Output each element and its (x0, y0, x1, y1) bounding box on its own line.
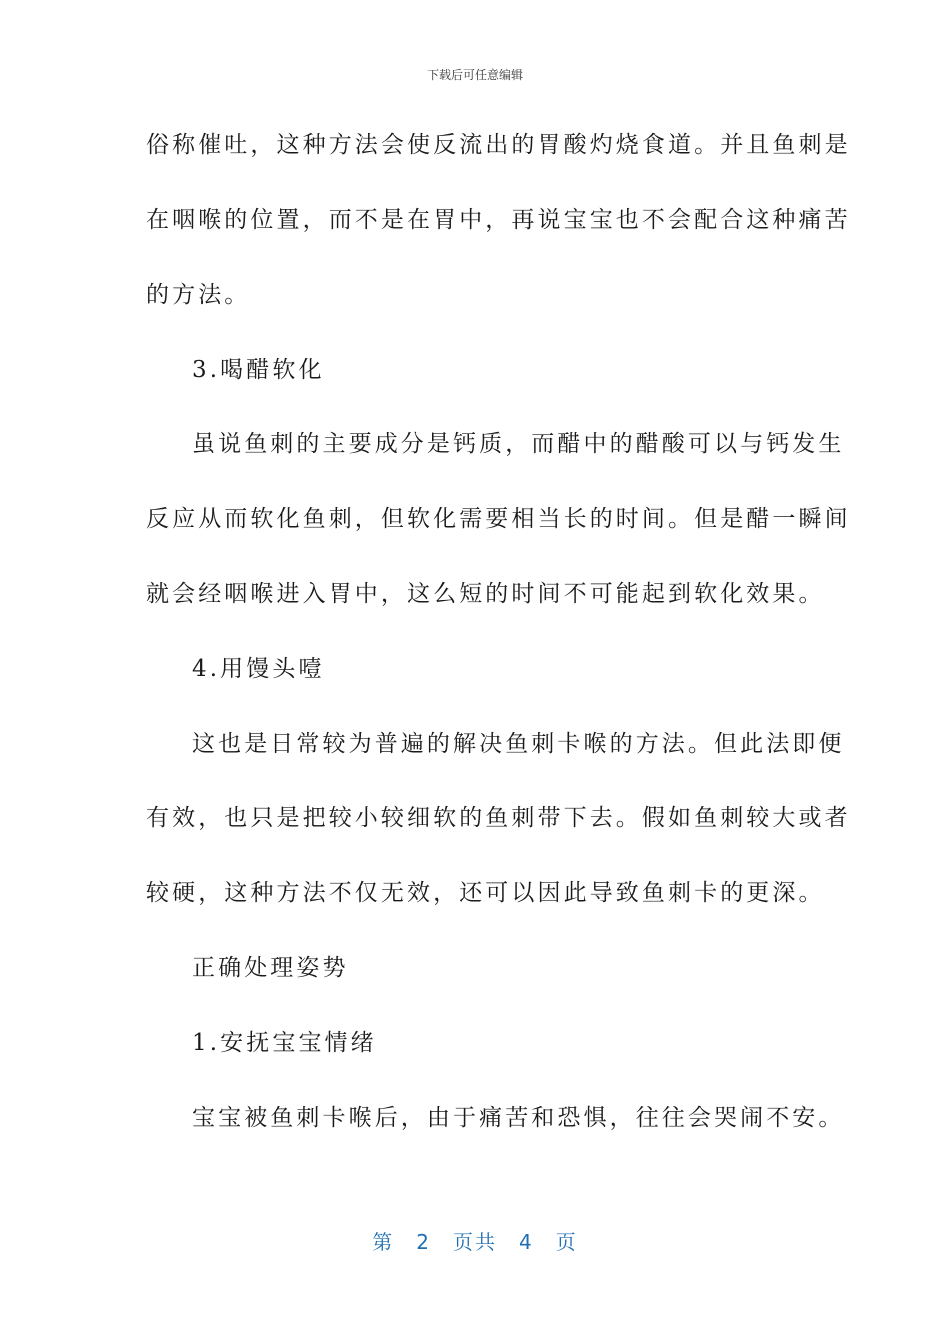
body-line: 就会经咽喉进入胃中，这么短的时间不可能起到软化效果。 (146, 581, 825, 607)
footer-mid: 页共 (453, 1230, 497, 1254)
footer-page-number: 2 (416, 1230, 431, 1254)
section-heading: 正确处理姿势 (192, 955, 349, 981)
body-line: 的方法。 (146, 282, 251, 308)
body-line: 在咽喉的位置，而不是在胃中，再说宝宝也不会配合这种痛苦 (146, 207, 851, 233)
body-line: 有效，也只是把较小较细软的鱼刺带下去。假如鱼刺较大或者 (146, 805, 851, 831)
body-line: 反应从而软化鱼刺，但软化需要相当长的时间。但是醋一瞬间 (146, 506, 851, 532)
body-line: 俗称催吐，这种方法会使反流出的胃酸灼烧食道。并且鱼刺是 (146, 132, 851, 158)
page-footer (0, 1226, 950, 1255)
footer-suffix: 页 (555, 1230, 578, 1254)
page-header: 下载后可任意编辑 (426, 68, 523, 82)
footer-prefix: 第 (372, 1230, 395, 1254)
body-line: 较硬，这种方法不仅无效，还可以因此导致鱼刺卡的更深。 (146, 880, 825, 906)
section-heading: 3.喝醋软化 (192, 357, 325, 383)
body-line: 虽说鱼刺的主要成分是钙质，而醋中的醋酸可以与钙发生 (192, 431, 845, 457)
footer-total-pages: 4 (519, 1230, 534, 1254)
body-line: 这也是日常较为普遍的解决鱼刺卡喉的方法。但此法即便 (192, 731, 845, 757)
section-heading: 4.用馒头噎 (192, 656, 325, 682)
body-line: 宝宝被鱼刺卡喉后，由于痛苦和恐惧，往往会哭闹不安。 (192, 1105, 845, 1131)
section-heading: 1.安抚宝宝情绪 (192, 1030, 377, 1056)
